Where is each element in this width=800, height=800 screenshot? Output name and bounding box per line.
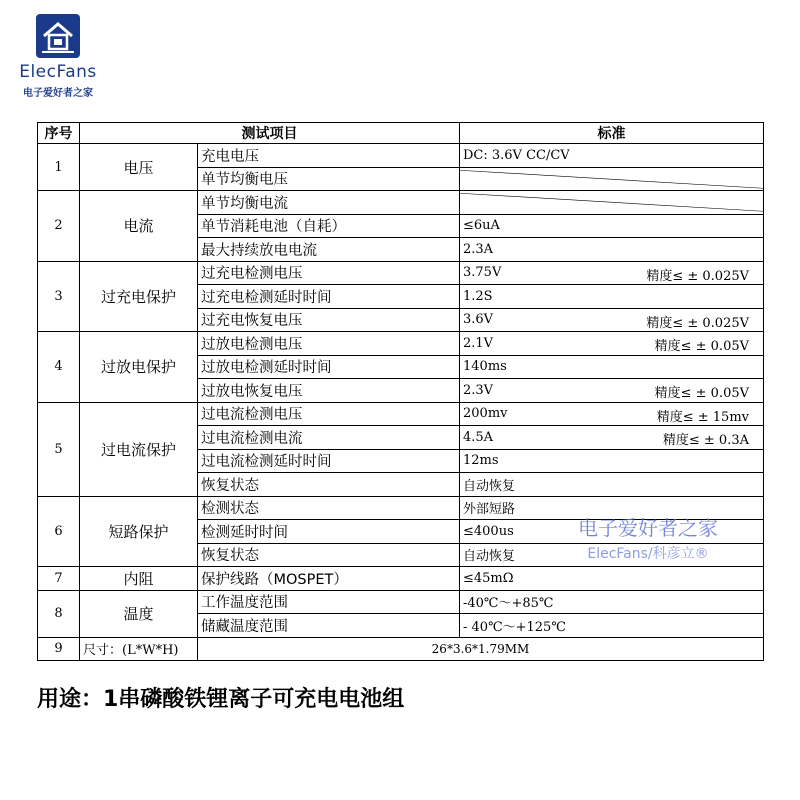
row-number: 9 bbox=[38, 637, 80, 661]
row-category: 温度 bbox=[80, 590, 198, 637]
standard-value bbox=[460, 144, 764, 168]
standard-text: ≤6uA bbox=[463, 218, 500, 234]
table-row bbox=[38, 567, 764, 591]
row-number: 7 bbox=[38, 567, 80, 591]
table-row bbox=[38, 332, 764, 356]
table-row bbox=[38, 590, 764, 614]
test-item: 过充电恢复电压 bbox=[198, 308, 460, 332]
precision-text: 精度≤ ± 0.05V bbox=[654, 339, 749, 354]
row-category: 电压 bbox=[80, 144, 198, 191]
test-item: 过放电检测电压 bbox=[198, 332, 460, 356]
test-item: 单节消耗电池（自耗） bbox=[198, 214, 460, 238]
precision-text: 精度≤ ± 0.3A bbox=[662, 433, 749, 448]
standard-value bbox=[460, 261, 764, 285]
table-row bbox=[38, 402, 764, 426]
standard-value bbox=[460, 567, 764, 591]
standard-value bbox=[460, 402, 764, 426]
standard-text: 140ms bbox=[463, 359, 507, 375]
precision-text: 精度≤ ± 15mv bbox=[656, 409, 749, 425]
standard-value bbox=[460, 355, 764, 379]
test-item: 恢复状态 bbox=[198, 473, 460, 497]
test-item: 最大持续放电电流 bbox=[198, 238, 460, 262]
standard-text: 2.3A bbox=[463, 241, 494, 257]
watermark-cn: 电子爱好者之家 bbox=[578, 516, 718, 540]
standard-value bbox=[460, 449, 764, 473]
standard-na bbox=[460, 167, 764, 191]
chip-home-icon bbox=[36, 14, 80, 58]
header-no: 序号 bbox=[38, 123, 80, 144]
elecfans-logo bbox=[8, 8, 108, 98]
standard-text: 12ms bbox=[463, 453, 499, 469]
precision-text: 精度≤ ± 0.05V bbox=[654, 386, 749, 401]
usage-text: 用途：1串磷酸铁锂离子可充电电池组 bbox=[37, 687, 405, 712]
header-row bbox=[38, 123, 764, 144]
header-item: 测试项目 bbox=[80, 123, 460, 144]
standard-text: - 40℃～+125℃ bbox=[463, 619, 566, 635]
test-item: 过放电检测延时时间 bbox=[198, 355, 460, 379]
standard-text: ≤45mΩ bbox=[463, 570, 514, 586]
precision-text: 精度≤ ± 0.025V bbox=[646, 315, 749, 331]
test-item: 单节均衡电压 bbox=[198, 167, 460, 191]
standard-text: 自动恢复 bbox=[463, 478, 516, 494]
size-label: 尺寸：(L*W*H) bbox=[80, 637, 198, 661]
standard-value bbox=[460, 614, 764, 638]
standard-value bbox=[460, 214, 764, 238]
test-item: 充电电压 bbox=[198, 144, 460, 168]
test-item: 过充电检测延时时间 bbox=[198, 285, 460, 309]
standard-value bbox=[460, 590, 764, 614]
logo-name: ElecFans bbox=[19, 62, 97, 82]
row-number: 6 bbox=[38, 496, 80, 567]
spec-table bbox=[37, 122, 764, 661]
standard-text: 2.3V bbox=[463, 382, 494, 398]
test-item: 检测延时时间 bbox=[198, 520, 460, 544]
row-category: 过电流保护 bbox=[80, 402, 198, 496]
standard-value bbox=[460, 473, 764, 497]
test-item: 过电流检测延时时间 bbox=[198, 449, 460, 473]
test-item: 检测状态 bbox=[198, 496, 460, 520]
row-category: 电流 bbox=[80, 191, 198, 262]
watermark bbox=[548, 512, 748, 563]
row-category: 内阻 bbox=[80, 567, 198, 591]
standard-value bbox=[460, 238, 764, 262]
standard-text: -40℃～+85℃ bbox=[463, 596, 554, 612]
row-number: 8 bbox=[38, 590, 80, 637]
standard-text: 自动恢复 bbox=[463, 549, 516, 565]
test-item: 过充电检测电压 bbox=[198, 261, 460, 285]
standard-value bbox=[460, 426, 764, 450]
row-category: 过放电保护 bbox=[80, 332, 198, 403]
test-item: 工作温度范围 bbox=[198, 590, 460, 614]
standard-value bbox=[460, 285, 764, 309]
test-item: 恢复状态 bbox=[198, 543, 460, 567]
standard-text: 3.6V bbox=[463, 312, 494, 328]
standard-na bbox=[460, 191, 764, 215]
row-number: 1 bbox=[38, 144, 80, 191]
size-row bbox=[38, 637, 764, 661]
watermark-en: ElecFans/科彦立® bbox=[587, 546, 709, 562]
standard-text: ≤400us bbox=[463, 523, 514, 539]
test-item: 过电流检测电压 bbox=[198, 402, 460, 426]
row-category: 过充电保护 bbox=[80, 261, 198, 332]
standard-text: 外部短路 bbox=[463, 502, 516, 518]
precision-text: 精度≤ ± 0.025V bbox=[646, 268, 749, 284]
test-item: 单节均衡电流 bbox=[198, 191, 460, 215]
test-item: 保护线路（MOSPET） bbox=[198, 567, 460, 591]
standard-value bbox=[460, 332, 764, 356]
row-number: 4 bbox=[38, 332, 80, 403]
row-number: 3 bbox=[38, 261, 80, 332]
table-row bbox=[38, 261, 764, 285]
standard-value bbox=[460, 379, 764, 403]
test-item: 储藏温度范围 bbox=[198, 614, 460, 638]
standard-text: 1.2S bbox=[463, 288, 493, 304]
standard-value bbox=[460, 308, 764, 332]
row-number: 2 bbox=[38, 191, 80, 262]
test-item: 过电流检测电流 bbox=[198, 426, 460, 450]
table-row bbox=[38, 191, 764, 215]
standard-text: 4.5A bbox=[463, 429, 494, 445]
standard-text: DC: 3.6V CC/CV bbox=[463, 147, 570, 163]
row-number: 5 bbox=[38, 402, 80, 496]
logo-subtitle: 电子爱好者之家 bbox=[23, 88, 93, 99]
test-item: 过放电恢复电压 bbox=[198, 379, 460, 403]
row-category: 短路保护 bbox=[80, 496, 198, 567]
standard-text: 200mv bbox=[463, 406, 508, 422]
table-row bbox=[38, 144, 764, 168]
header-standard: 标准 bbox=[460, 123, 764, 144]
standard-text: 3.75V bbox=[463, 265, 502, 281]
standard-text: 2.1V bbox=[463, 335, 494, 351]
size-value: 26*3.6*1.79MM bbox=[198, 637, 764, 661]
